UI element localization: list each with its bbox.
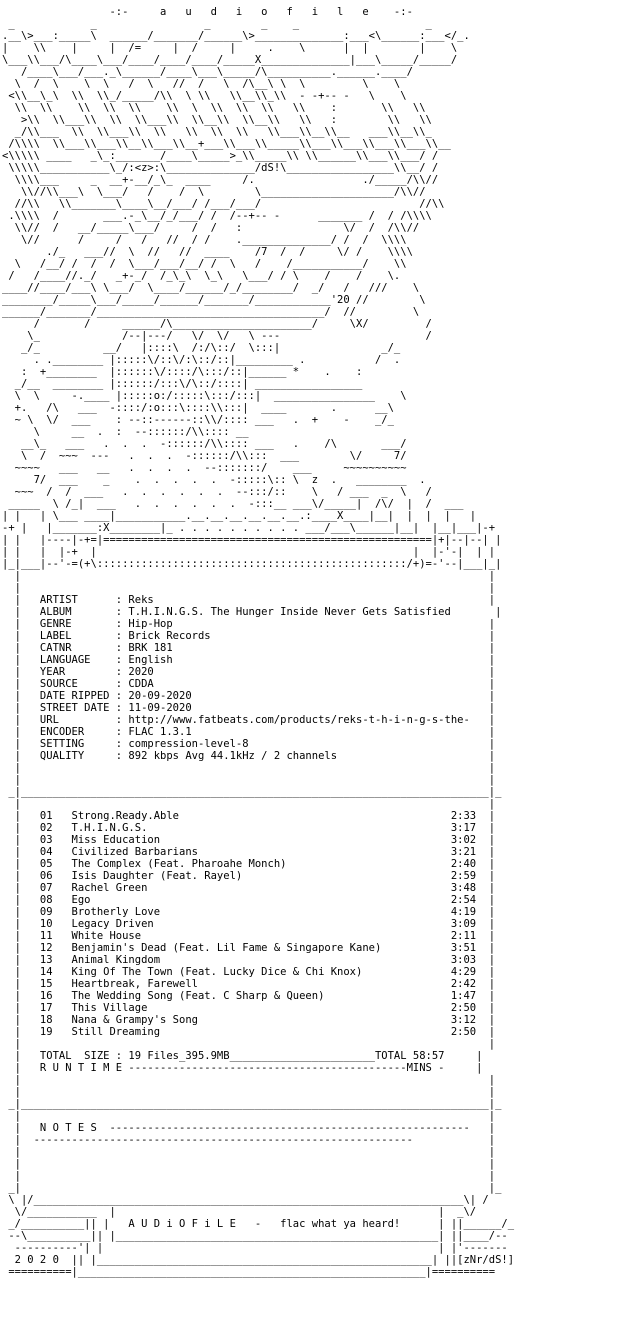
- nfo-line: \ __ . : --::::::/\\:::: __: [2, 426, 375, 438]
- nfo-line: | |: [2, 1158, 496, 1170]
- nfo-line: | |: [2, 1170, 496, 1182]
- nfo-line: ________/_____\___/_____/______/_______/____________'20 // \: [2, 294, 426, 306]
- nfo-line: \\\\\___________\_/:<z>:\______________/dS!\_________________\\__/ /: [2, 162, 439, 174]
- nfo-line: _/__________|| | A U D i O F i L E - flac what ya heard! | ||______/_: [2, 1218, 515, 1230]
- nfo-line: _/_ __/ |::::\ /:/\::/ \:::| _/_: [2, 342, 401, 354]
- nfo-line: | |: [2, 1110, 496, 1122]
- nfo-line: //\\ \\_______\____\__/___/ /___/___/ //\\: [2, 198, 445, 210]
- nfo-line: 2 0 2 0 || |_____________________________________________________| ||[zNr/dS!]: [2, 1254, 515, 1266]
- nfo-line: / / ______/\______________________/ \X/ /: [2, 318, 432, 330]
- nfo-line: | 19 Still Dreaming 2:50 |: [2, 1026, 496, 1038]
- nfo-line: / /____//._/ _+-_/ /_\_\ \_\ \___/ / \ / / \.: [2, 270, 401, 282]
- nfo-line: | 05 The Complex (Feat. Pharoahe Monch) 2:40 |: [2, 858, 496, 870]
- nfo-line: | SETTING : compression-level-8 |: [2, 738, 496, 750]
- nfo-line: | TOTAL SIZE : 19 Files_395.9MB_______________________TOTAL 58:57 |: [2, 1050, 483, 1062]
- nfo-line: \\// / __/_____\___/ / / : \/ / /\\//: [2, 222, 420, 234]
- nfo-line: | | | |-+ | | |-'-| | |: [2, 546, 496, 558]
- nfo-line: | |: [2, 1038, 496, 1050]
- nfo-line: | |: [2, 762, 496, 774]
- nfo-line: | ------------------------------------------------------------ |: [2, 1134, 496, 1146]
- nfo-line: _ _ _ _ _ _: [2, 18, 432, 30]
- nfo-line: | N O T E S --------------------------------------------------------- |: [2, 1122, 496, 1134]
- nfo-line: | 14 King Of The Town (Feat. Lucky Dice & Chi Knox) 4:29 |: [2, 966, 496, 978]
- nfo-line: \___\\___/\____\___/____/____/____/_____X______________|___\_____/_____/: [2, 54, 458, 66]
- nfo-line: --\__________|| |___________________________________________________| ||____/--: [2, 1230, 508, 1242]
- nfo-text-block: [2, 6, 622, 1278]
- nfo-line: | 12 Benjamin's Dead (Feat. Lil Fame & Singapore Kane) 3:51 |: [2, 942, 496, 954]
- nfo-line: _|__________________________________________________________________________|_: [2, 1098, 502, 1110]
- nfo-line: <\\__\_\ \\ \\_/_____/\\ \ \\ \\__\\_\\ - -+-- - \ \: [2, 90, 407, 102]
- nfo-line: | |: [2, 1074, 496, 1086]
- nfo-line: | STREET DATE : 11-09-2020 |: [2, 702, 496, 714]
- nfo-line: | SOURCE : CDDA |: [2, 678, 496, 690]
- nfo-line: _____ \ /_| ___ . . . . . . -:::__ ___\/_____| /\/ | / ___: [2, 498, 464, 510]
- nfo-line: | CATNR : BRK 181 |: [2, 642, 496, 654]
- nfo-line: | 13 Animal Kingdom 3:03 |: [2, 954, 496, 966]
- nfo-line: \\//\\___\ \___/ / / \ \_____________________/\\//: [2, 186, 426, 198]
- nfo-line: | 11 White House 2:11 |: [2, 930, 496, 942]
- nfo-line: | URL : http://www.fatbeats.com/products/reks-t-h-i-n-g-s-the- |: [2, 714, 496, 726]
- nfo-line: ----------'| | | |'-------: [2, 1242, 508, 1254]
- nfo-line: | ENCODER : FLAC 1.3.1 |: [2, 726, 496, 738]
- nfo-line: | 06 Isis Daughter (Feat. Rayel) 2:59 |: [2, 870, 496, 882]
- nfo-line: /____\___/___._\______/____\___\_____/\__________.______.____/: [2, 66, 413, 78]
- nfo-line: ~ \ \/ ___ : --::------::\\/:::: ___ . + - _/_: [2, 414, 394, 426]
- nfo-line: | YEAR : 2020 |: [2, 666, 496, 678]
- nfo-line: | LANGUAGE : English |: [2, 654, 496, 666]
- nfo-line: 7/ ___ _ . . . . . -:::::\:: \ z . ________ .: [2, 474, 426, 486]
- nfo-line: \ |/____________________________________________________________________\| /: [2, 1194, 489, 1206]
- nfo-line: | 04 Civilized Barbarians 3:21 |: [2, 846, 496, 858]
- nfo-line: | |: [2, 582, 496, 594]
- nfo-line: -:- a u d i o f i l e -:-: [2, 6, 413, 18]
- nfo-line: | 15 Heartbreak, Farewell 2:42 |: [2, 978, 496, 990]
- nfo-line: | \\ | | /= | / | . \ | | | \: [2, 42, 458, 54]
- nfo-line: | 02 T.H.I.N.G.S. 3:17 |: [2, 822, 496, 834]
- nfo-line: | 17 This Village 2:50 |: [2, 1002, 496, 1014]
- nfo-line: | GENRE : Hip-Hop |: [2, 618, 496, 630]
- nfo-line: | 16 The Wedding Song (Feat. C Sharp & Queen) 1:47 |: [2, 990, 496, 1002]
- nfo-line: | 01 Strong.Ready.Able 2:33 |: [2, 810, 496, 822]
- nfo-line: | DATE RIPPED : 20-09-2020 |: [2, 690, 496, 702]
- nfo-line: ~~~ / / ___ . . . . . . --:::/:: \ / ___ _ \ /: [2, 486, 432, 498]
- nfo-line: -+ | |_______:X________|_ . . . . . . . . . . ___/___\______|__| |__|___|-+: [2, 522, 496, 534]
- nfo-line: ~~~~ ___ __ . . . . --:::::::/ ___ ~~~~~~~~~~: [2, 462, 407, 474]
- nfo-line: | QUALITY : 892 kbps Avg 44.1kHz / 2 channels |: [2, 750, 496, 762]
- nfo-line: .__\>___:_____\ ______/_______/______\>______________:___<\______:___</_.: [2, 30, 470, 42]
- nfo-line: | 10 Legacy Driven 3:09 |: [2, 918, 496, 930]
- nfo-line: /\\\\ \\___\\___\\__\\___\\__+___\\___\\_____\\___\\___\\___\\___\\__: [2, 138, 451, 150]
- nfo-line: : +________ |::::::\/::::/\:::/::|______ * . :: [2, 366, 363, 378]
- nfo-line: ______/_______/____________________________________/ // \: [2, 306, 420, 318]
- nfo-line: <\\\\\ ____ _\_:_______/____\_____>_\\_____\\ \\______\\___\\___/ /: [2, 150, 439, 162]
- nfo-line: ==========|_______________________________________________________|==========: [2, 1266, 496, 1278]
- nfo-line: |_|___|--'-=(+\:::::::::::::::::::::::::::::::::::::::::::::::::/+)=-'--|___|_|: [2, 558, 502, 570]
- nfo-line: \_ /--|---/ \/ \/ \ --- /: [2, 330, 432, 342]
- nfo-line: \ / ~~~ --- . . . -::::::/\\::: ___ \/ 7/: [2, 450, 407, 462]
- nfo-line: _/__ ________ |::::::/:::\/\::/::::| _________________: [2, 378, 363, 390]
- nfo-line: \ /__/ / / / \___/___/__/ / \ / /___________/ \\: [2, 258, 407, 270]
- nfo-line: >\\ \\___\\ \\ \\___\\ \\__\\ \\__\\ \\ : \\ \\: [2, 114, 432, 126]
- nfo-line: | 03 Miss Education 3:02 |: [2, 834, 496, 846]
- nfo-line: | LABEL : Brick Records |: [2, 630, 496, 642]
- nfo-line: | 07 Rachel Green 3:48 |: [2, 882, 496, 894]
- nfo-line: .\\\\ / ___.-_\__/_/___/ / /--+-- - _______ / / /\\\\: [2, 210, 432, 222]
- nfo-line: | ARTIST : Reks |: [2, 594, 496, 606]
- nfo-line: | |: [2, 1146, 496, 1158]
- nfo-line: +. /\ ___ -::::/:o:::\::::\\:::| ____ . __\: [2, 402, 394, 414]
- nfo-line: \\\\___ _ __+-__/_\_ ____ /. ./_____/\\//: [2, 174, 439, 186]
- nfo-line: | | |----|-+=|====================================================|+|--|--| |: [2, 534, 502, 546]
- nfo-line: | ALBUM : T.H.I.N.G.S. The Hunger Inside Never Gets Satisfied |: [2, 606, 502, 618]
- nfo-line: _/\\___ \\ \\___\\ \\ \\ \\ \\ \\___\\__\\__ ___\\__\\_: [2, 126, 432, 138]
- nfo-line: \ \ -.____ |:::::o:/:::::\:::/:::| ________________ \: [2, 390, 407, 402]
- nfo-line: | |: [2, 1086, 496, 1098]
- nfo-line: | 18 Nana & Grampy's Song 3:12 |: [2, 1014, 496, 1026]
- nfo-line: | 08 Ego 2:54 |: [2, 894, 496, 906]
- nfo-line: | |: [2, 570, 496, 582]
- nfo-line: \/___________ | | _\/: [2, 1206, 477, 1218]
- nfo-line: | |: [2, 774, 496, 786]
- nfo-line: _| |_: [2, 1182, 502, 1194]
- nfo-line: \ / \ \ \ / \ // / \ /\__\ \ \ \ \: [2, 78, 401, 90]
- nfo-line: | R U N T I M E --------------------------------------------MINS - |: [2, 1062, 483, 1074]
- nfo-line: \// / / / // / / .______________/ / / \\\\: [2, 234, 407, 246]
- nfo-line: _|__________________________________________________________________________|_: [2, 786, 502, 798]
- nfo-line: ____//____/___\ \___/ \____/______/_/________/ _/ / /// \: [2, 282, 420, 294]
- nfo-line: | 09 Brotherly Love 4:19 |: [2, 906, 496, 918]
- nfo-line: | | | \___ ____|___________.__.__.__.__.__.__.:____X____|__| | | | |: [2, 510, 477, 522]
- nfo-line: . .________ |:::::\/::\/:\::/::|_________ . / .: [2, 354, 401, 366]
- nfo-line: \\ \\ \\ \\ \\ \\ \ \\ \\ \\ \\ : \\ \\: [2, 102, 426, 114]
- nfo-line: | |: [2, 798, 496, 810]
- nfo-line: ./_ ___// \ // // ____ /7 / / \/ / \\\\: [2, 246, 413, 258]
- nfo-line: __\_ ___ . . . -::::::/\\:::: ___ . /\ ___/: [2, 438, 407, 450]
